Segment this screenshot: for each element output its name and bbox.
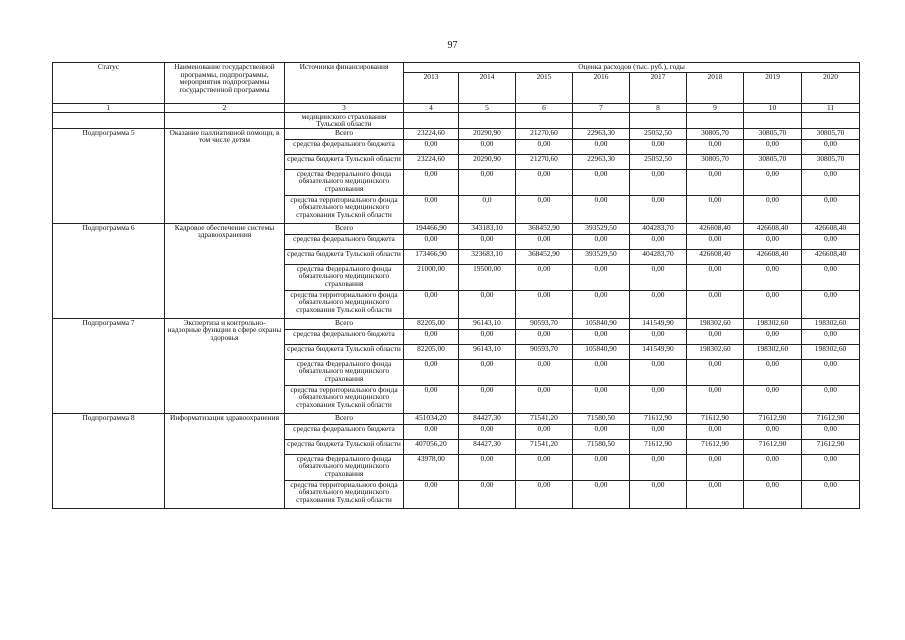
amount-cell: 71541,20 [516, 413, 573, 424]
amount-cell: 0,00 [516, 359, 573, 385]
amount-cell: 0,00 [630, 359, 687, 385]
amount-cell: 0,00 [516, 234, 573, 249]
funding-source: средства Федерального фонда обязательного медицинского страхования [285, 454, 404, 480]
amount-cell: 21000,00 [404, 264, 459, 290]
amount-cell: 71612,90 [744, 439, 802, 454]
header-year: 2016 [573, 73, 630, 104]
amount-cell: 0,00 [744, 195, 802, 223]
amount-cell: 0,00 [744, 454, 802, 480]
column-number: 8 [630, 104, 687, 113]
amount-cell: 0,00 [687, 454, 744, 480]
amount-cell: 0,00 [687, 264, 744, 290]
column-number: 1 [53, 104, 165, 113]
header-year: 2013 [404, 73, 459, 104]
funding-source: средства территориального фонда обязательного медицинского страхования Тульской области [285, 290, 404, 318]
header-year: 2018 [687, 73, 744, 104]
amount-cell: 0,00 [687, 385, 744, 413]
amount-cell: 71612,90 [687, 413, 744, 424]
funding-source: средства федерального бюджета [285, 329, 404, 344]
amount-cell: 90593,70 [516, 318, 573, 329]
amount-cell: 0,00 [459, 385, 516, 413]
amount-cell: 0,00 [630, 195, 687, 223]
amount-cell: 0,00 [459, 290, 516, 318]
amount-cell: 0,00 [630, 264, 687, 290]
funding-source: средства Федерального фонда обязательного медицинского страхования [285, 264, 404, 290]
amount-cell: 0,00 [802, 169, 860, 195]
amount-cell: 0,00 [573, 234, 630, 249]
amount-cell: 0,00 [802, 290, 860, 318]
amount-cell: 0,00 [573, 169, 630, 195]
amount-cell: 0,00 [516, 290, 573, 318]
value-cell [687, 112, 744, 128]
amount-cell: 0,00 [630, 234, 687, 249]
amount-cell: 0,00 [687, 234, 744, 249]
amount-cell: 0,00 [744, 234, 802, 249]
amount-cell: 30805,70 [687, 154, 744, 169]
amount-cell: 426608,40 [802, 223, 860, 234]
amount-cell: 0,00 [802, 480, 860, 508]
amount-cell: 0,00 [573, 195, 630, 223]
amount-cell: 0,00 [687, 169, 744, 195]
funding-source: средства бюджета Тульской области [285, 154, 404, 169]
amount-cell: 0,00 [573, 264, 630, 290]
header-estimate: Оценка расходов (тыс. руб.), годы [404, 63, 860, 73]
amount-cell: 30805,70 [744, 154, 802, 169]
amount-cell: 43978,00 [404, 454, 459, 480]
amount-cell: 198302,60 [687, 318, 744, 329]
table-row [53, 413, 860, 424]
amount-cell: 0,00 [573, 359, 630, 385]
amount-cell: 84427,30 [459, 413, 516, 424]
amount-cell: 0,00 [630, 169, 687, 195]
subprogram-name: Оказание паллиативной помощи, в том числе детям [165, 128, 285, 223]
amount-cell: 0,00 [744, 480, 802, 508]
funding-source: Всего [285, 318, 404, 329]
column-number: 6 [516, 104, 573, 113]
amount-cell: 0,00 [802, 195, 860, 223]
amount-cell: 0,00 [630, 424, 687, 439]
source-cell: медицинского страхования Тульской области [285, 112, 404, 128]
amount-cell: 0,00 [404, 480, 459, 508]
amount-cell: 0,00 [516, 424, 573, 439]
header-year: 2019 [744, 73, 802, 104]
amount-cell: 0,00 [744, 264, 802, 290]
amount-cell: 0,00 [630, 139, 687, 154]
amount-cell: 21270,60 [516, 154, 573, 169]
amount-cell: 0,00 [802, 139, 860, 154]
amount-cell: 0,00 [459, 480, 516, 508]
funding-source: средства бюджета Тульской области [285, 249, 404, 264]
amount-cell: 23224,60 [404, 154, 459, 169]
amount-cell: 426608,40 [802, 249, 860, 264]
header-year: 2015 [516, 73, 573, 104]
amount-cell: 0,00 [687, 329, 744, 344]
amount-cell: 0,00 [404, 290, 459, 318]
amount-cell: 0,00 [802, 329, 860, 344]
amount-cell: 71612,90 [630, 413, 687, 424]
amount-cell: 0,0 [459, 195, 516, 223]
funding-source: средства территориального фонда обязательного медицинского страхования Тульской области [285, 480, 404, 508]
amount-cell: 0,00 [404, 359, 459, 385]
column-number: 11 [802, 104, 860, 113]
amount-cell: 0,00 [573, 480, 630, 508]
amount-cell: 0,00 [687, 139, 744, 154]
amount-cell: 22963,30 [573, 154, 630, 169]
amount-cell: 141549,90 [630, 344, 687, 359]
table-row [53, 128, 860, 139]
subprogram-name: Кадровое обеспечение системы здравоохранения [165, 223, 285, 318]
subprogram-name: Экспертиза и контрольно-надзорные функции в сфере охраны здоровья [165, 318, 285, 413]
value-cell [744, 112, 802, 128]
amount-cell: 0,00 [687, 290, 744, 318]
amount-cell: 71612,90 [630, 439, 687, 454]
value-cell [802, 112, 860, 128]
table-row [53, 112, 860, 128]
amount-cell: 0,00 [744, 169, 802, 195]
amount-cell: 426608,40 [687, 223, 744, 234]
amount-cell: 173466,90 [404, 249, 459, 264]
column-number: 5 [459, 104, 516, 113]
amount-cell: 0,00 [744, 359, 802, 385]
value-cell [516, 112, 573, 128]
amount-cell: 0,00 [802, 424, 860, 439]
amount-cell: 0,00 [802, 234, 860, 249]
value-cell [404, 112, 459, 128]
table-row [53, 318, 860, 329]
subprogram-status: Подпрограмма 5 [53, 128, 165, 223]
amount-cell: 393529,50 [573, 249, 630, 264]
funding-source: средства территориального фонда обязательного медицинского страхования Тульской области [285, 385, 404, 413]
table-row [53, 223, 860, 234]
value-cell [573, 112, 630, 128]
amount-cell: 343183,10 [459, 223, 516, 234]
amount-cell: 0,00 [573, 424, 630, 439]
funding-source: средства федерального бюджета [285, 424, 404, 439]
amount-cell: 0,00 [573, 329, 630, 344]
amount-cell: 426608,40 [687, 249, 744, 264]
amount-cell: 0,00 [404, 385, 459, 413]
amount-cell: 30805,70 [802, 128, 860, 139]
amount-cell: 30805,70 [802, 154, 860, 169]
amount-cell: 71580,50 [573, 439, 630, 454]
amount-cell: 368452,90 [516, 223, 573, 234]
amount-cell: 0,00 [516, 195, 573, 223]
amount-cell: 71541,20 [516, 439, 573, 454]
column-number: 4 [404, 104, 459, 113]
amount-cell: 426608,40 [744, 223, 802, 234]
amount-cell: 323683,10 [459, 249, 516, 264]
amount-cell: 0,00 [404, 234, 459, 249]
amount-cell: 198302,60 [744, 344, 802, 359]
amount-cell: 0,00 [744, 329, 802, 344]
amount-cell: 30805,70 [744, 128, 802, 139]
subprogram-name: Информатизация здравоохранения [165, 413, 285, 508]
amount-cell: 0,00 [573, 290, 630, 318]
amount-cell: 0,00 [459, 359, 516, 385]
amount-cell: 0,00 [516, 264, 573, 290]
amount-cell: 0,00 [459, 454, 516, 480]
amount-cell: 451034,20 [404, 413, 459, 424]
amount-cell: 0,00 [459, 169, 516, 195]
amount-cell: 194466,90 [404, 223, 459, 234]
amount-cell: 0,00 [744, 290, 802, 318]
amount-cell: 0,00 [516, 480, 573, 508]
amount-cell: 0,00 [630, 329, 687, 344]
amount-cell: 21270,60 [516, 128, 573, 139]
column-number: 3 [285, 104, 404, 113]
amount-cell: 393529,50 [573, 223, 630, 234]
amount-cell: 404283,70 [630, 223, 687, 234]
amount-cell: 0,00 [802, 454, 860, 480]
amount-cell: 25052,50 [630, 154, 687, 169]
amount-cell: 20290,90 [459, 128, 516, 139]
funding-source: средства бюджета Тульской области [285, 344, 404, 359]
amount-cell: 426608,40 [744, 249, 802, 264]
amount-cell: 0,00 [516, 139, 573, 154]
amount-cell: 71612,90 [802, 439, 860, 454]
amount-cell: 30805,70 [687, 128, 744, 139]
amount-cell: 404283,70 [630, 249, 687, 264]
amount-cell: 0,00 [516, 454, 573, 480]
amount-cell: 71612,90 [687, 439, 744, 454]
column-number: 9 [687, 104, 744, 113]
amount-cell: 0,00 [404, 169, 459, 195]
funding-source: средства территориального фонда обязательного медицинского страхования Тульской области [285, 195, 404, 223]
amount-cell: 20290,90 [459, 154, 516, 169]
amount-cell: 0,00 [516, 329, 573, 344]
name-cell [165, 112, 285, 128]
amount-cell: 407056,20 [404, 439, 459, 454]
amount-cell: 0,00 [687, 424, 744, 439]
amount-cell: 0,00 [459, 234, 516, 249]
amount-cell: 0,00 [802, 359, 860, 385]
value-cell [630, 112, 687, 128]
header-status: Статус [53, 63, 165, 104]
header-name: Наименование государственной программы, подпрограммы, мероприятия подпрограммы государственной программы [165, 63, 285, 104]
amount-cell: 0,00 [744, 385, 802, 413]
amount-cell: 0,00 [744, 139, 802, 154]
amount-cell: 0,00 [687, 480, 744, 508]
amount-cell: 96143,10 [459, 318, 516, 329]
amount-cell: 0,00 [459, 329, 516, 344]
amount-cell: 105840,90 [573, 318, 630, 329]
amount-cell: 71612,90 [744, 413, 802, 424]
header-year: 2017 [630, 73, 687, 104]
amount-cell: 0,00 [516, 169, 573, 195]
amount-cell: 82205,00 [404, 318, 459, 329]
funding-source: средства Федерального фонда обязательного медицинского страхования [285, 359, 404, 385]
header-sources: Источники финансирования [285, 63, 404, 104]
amount-cell: 71612,90 [802, 413, 860, 424]
page-number: 97 [447, 40, 458, 51]
amount-cell: 0,00 [459, 424, 516, 439]
amount-cell: 0,00 [573, 454, 630, 480]
column-number: 7 [573, 104, 630, 113]
funding-source: средства федерального бюджета [285, 234, 404, 249]
value-cell [459, 112, 516, 128]
amount-cell: 71580,50 [573, 413, 630, 424]
amount-cell: 0,00 [630, 454, 687, 480]
funding-source: Всего [285, 223, 404, 234]
amount-cell: 22963,30 [573, 128, 630, 139]
subprogram-status: Подпрограмма 8 [53, 413, 165, 508]
amount-cell: 0,00 [573, 385, 630, 413]
amount-cell: 0,00 [404, 139, 459, 154]
amount-cell: 0,00 [404, 329, 459, 344]
amount-cell: 0,00 [802, 264, 860, 290]
funding-source: Всего [285, 128, 404, 139]
funding-source: средства бюджета Тульской области [285, 439, 404, 454]
header-year: 2014 [459, 73, 516, 104]
amount-cell: 0,00 [404, 195, 459, 223]
amount-cell: 82205,00 [404, 344, 459, 359]
subprogram-status: Подпрограмма 6 [53, 223, 165, 318]
subprogram-status: Подпрограмма 7 [53, 318, 165, 413]
amount-cell: 141549,90 [630, 318, 687, 329]
funding-source: средства Федерального фонда обязательного медицинского страхования [285, 169, 404, 195]
amount-cell: 0,00 [802, 385, 860, 413]
amount-cell: 25052,50 [630, 128, 687, 139]
header-year: 2020 [802, 73, 860, 104]
column-number: 2 [165, 104, 285, 113]
amount-cell: 0,00 [687, 359, 744, 385]
column-number: 10 [744, 104, 802, 113]
amount-cell: 198302,60 [802, 344, 860, 359]
amount-cell: 0,00 [404, 424, 459, 439]
amount-cell: 19500,00 [459, 264, 516, 290]
funding-source: средства федерального бюджета [285, 139, 404, 154]
status-cell [53, 112, 165, 128]
amount-cell: 0,00 [687, 195, 744, 223]
financing-table [52, 62, 860, 509]
amount-cell: 368452,90 [516, 249, 573, 264]
amount-cell: 96143,10 [459, 344, 516, 359]
amount-cell: 0,00 [630, 385, 687, 413]
amount-cell: 198302,60 [802, 318, 860, 329]
amount-cell: 0,00 [459, 139, 516, 154]
amount-cell: 23224,60 [404, 128, 459, 139]
amount-cell: 198302,60 [687, 344, 744, 359]
amount-cell: 84427,30 [459, 439, 516, 454]
amount-cell: 198302,60 [744, 318, 802, 329]
amount-cell: 0,00 [573, 139, 630, 154]
amount-cell: 0,00 [744, 424, 802, 439]
amount-cell: 90593,70 [516, 344, 573, 359]
amount-cell: 0,00 [516, 385, 573, 413]
funding-source: Всего [285, 413, 404, 424]
amount-cell: 105840,90 [573, 344, 630, 359]
amount-cell: 0,00 [630, 290, 687, 318]
amount-cell: 0,00 [630, 480, 687, 508]
